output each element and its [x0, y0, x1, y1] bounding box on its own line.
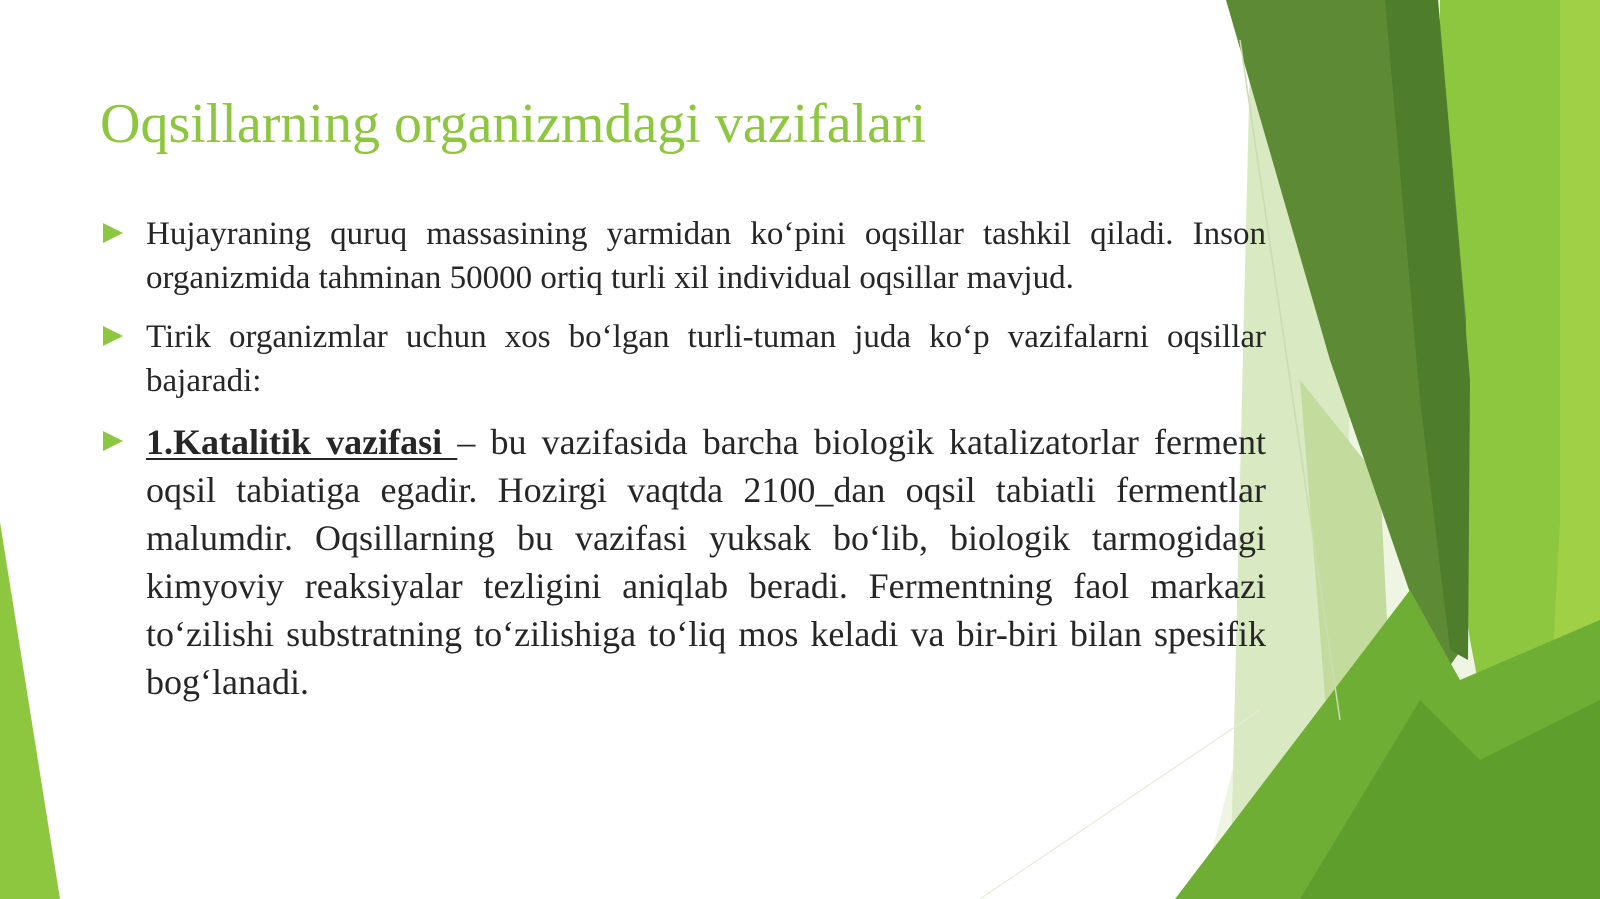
- bullet-3-keyword: 1.Katalitik vazifasi: [146, 422, 458, 462]
- bullet-1-text: Hujayraning quruq massasining yarmidan ko‘pini oqsillar tashkil qiladi. Inson organizmida tahminan 50000 ortiq turli xil individual oqsillar mavjud.: [146, 216, 1266, 296]
- triangle-bullet-icon: [103, 431, 123, 451]
- bullet-3-text: – bu vazifasida barcha biologik katalizatorlar ferment oqsil tabiatiga egadir. Hozirgi vaqtda 2100_dan oqsil tabiatli fermentlar malumdir. Oqsillarning bu vazifasi yuksak bo‘lib, biologik tarmogidagi kimyoviy reaksiyalar tezligini aniqlab beradi. Fermentning faol markazi to‘zilishi substratning to‘zilishiga to‘liq mos keladi va bir-biri bilan spesifik bog‘lanadi.: [146, 422, 1266, 702]
- bullet-item-3: [100, 418, 1266, 706]
- left-green-shape: [0, 522, 60, 899]
- triangle-bullet-icon: [103, 223, 123, 243]
- bullet-list: [100, 212, 1266, 706]
- bullet-2-text: Tirik organizmlar uchun xos bo‘lgan turli-tuman juda ko‘p vazifalarni oqsillar bajaradi:: [146, 319, 1266, 399]
- bullet-item-1: [100, 212, 1266, 300]
- triangle-bullet-icon: [103, 326, 123, 346]
- bullet-item-2: [100, 315, 1266, 403]
- slide-title: Oqsillarning organizmdagi vazifalari: [100, 93, 927, 155]
